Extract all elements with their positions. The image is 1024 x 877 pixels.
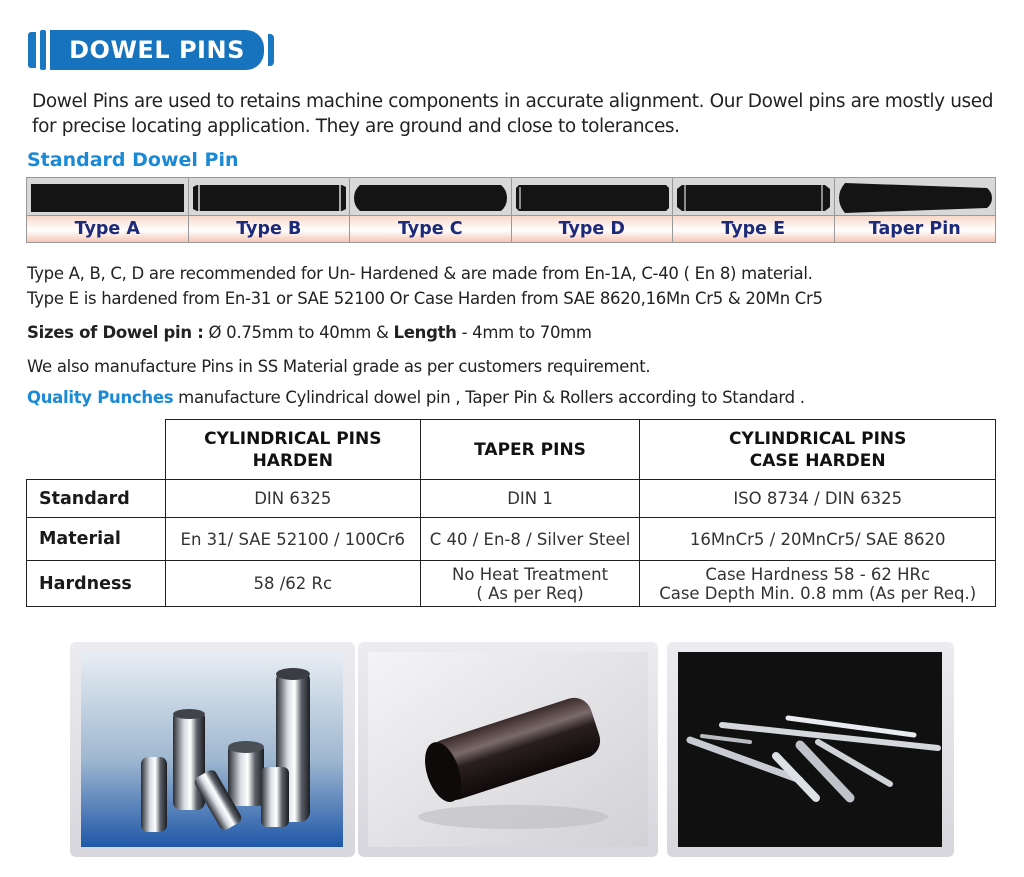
sizes-diameter: Ø 0.75mm to 40mm & xyxy=(203,323,394,342)
photo-taper-pins xyxy=(678,652,942,847)
hardening-note-1: Type A, B, C, D are recommended for Un- Hardened & are made from En-1A, C-40 ( En 8) material. xyxy=(27,264,813,283)
pin-type-label: Type A xyxy=(27,216,188,242)
table-header-row xyxy=(27,420,996,480)
pin-type-e-icon xyxy=(673,178,834,217)
photo-frame xyxy=(358,642,658,857)
photo-dowel-pin-closeup xyxy=(368,652,648,847)
pin-type-label: Type D xyxy=(512,216,673,242)
table-row xyxy=(27,480,996,518)
table-cell: 58 /62 Rc xyxy=(165,561,420,607)
pin-type-strip xyxy=(26,177,996,243)
table-row xyxy=(27,561,996,607)
pin-type-b-icon xyxy=(189,178,350,217)
spec-table xyxy=(26,419,996,607)
pin-type-e xyxy=(673,178,835,242)
table-corner xyxy=(27,420,166,480)
table-cell: ISO 8734 / DIN 6325 xyxy=(640,480,996,518)
table-cell: DIN 1 xyxy=(420,480,640,518)
length-label: Length xyxy=(393,323,457,342)
row-label-hardness: Hardness xyxy=(27,561,166,607)
company-statement xyxy=(27,388,805,407)
row-label-standard: Standard xyxy=(27,480,166,518)
banner-stripe-left xyxy=(40,30,46,70)
page-title: DOWEL PINS xyxy=(69,36,245,64)
sizes-label: Sizes of Dowel pin : xyxy=(27,323,204,342)
table-cell: En 31/ SAE 52100 / 100Cr6 xyxy=(165,518,420,561)
table-cell: 16MnCr5 / 20MnCr5/ SAE 8620 xyxy=(640,518,996,561)
row-label-material: Material xyxy=(27,518,166,561)
table-cell: Case Hardness 58 - 62 HRc Case Depth Min. 0.8 mm (As per Req.) xyxy=(640,561,996,607)
table-row xyxy=(27,518,996,561)
pin-type-a xyxy=(27,178,189,242)
sizes-line xyxy=(27,323,592,342)
ss-material-note: We also manufacture Pins in SS Material grade as per customers requirement. xyxy=(27,357,651,376)
photo-frame xyxy=(70,642,355,857)
pin-type-label: Type E xyxy=(673,216,834,242)
intro-paragraph: Dowel Pins are used to retains machine components in accurate alignment. Our Dowel pins are mostly used for precise locating application. They are ground and close to tolerances. xyxy=(32,91,994,137)
company-statement-text: manufacture Cylindrical dowel pin , Taper Pin & Rollers according to Standard . xyxy=(173,388,805,407)
pin-type-c xyxy=(350,178,512,242)
pin-type-d-icon xyxy=(512,178,673,217)
table-cell: C 40 / En-8 / Silver Steel xyxy=(420,518,640,561)
banner-cap-right xyxy=(268,34,274,66)
column-header-cylindrical-case-harden: CYLINDRICAL PINS CASE HARDEN xyxy=(640,420,996,480)
pin-type-label: Taper Pin xyxy=(835,216,996,242)
banner-cap-left xyxy=(28,32,36,68)
table-cell: No Heat Treatment ( As per Req) xyxy=(420,561,640,607)
length-value: - 4mm to 70mm xyxy=(456,323,592,342)
company-name: Quality Punches xyxy=(27,388,174,407)
title-banner xyxy=(28,30,274,70)
table-cell: DIN 6325 xyxy=(165,480,420,518)
pin-type-a-icon xyxy=(27,178,188,217)
pin-type-label: Type C xyxy=(350,216,511,242)
pin-taper xyxy=(835,178,996,242)
photo-cylindrical-pins xyxy=(81,652,343,847)
pin-type-d xyxy=(512,178,674,242)
photo-frame xyxy=(667,642,954,857)
hardening-note-2: Type E is hardened from En-31 or SAE 52100 Or Case Harden from SAE 8620,16Mn Cr5 & 20Mn Cr5 xyxy=(27,289,823,308)
standard-dowel-pin-heading: Standard Dowel Pin xyxy=(27,149,239,171)
taper-pin-icon xyxy=(835,178,996,217)
pin-type-c-icon xyxy=(350,178,511,217)
pin-type-label: Type B xyxy=(189,216,350,242)
pin-type-b xyxy=(189,178,351,242)
column-header-taper-pins: TAPER PINS xyxy=(420,420,640,480)
column-header-cylindrical-harden: CYLINDRICAL PINS HARDEN xyxy=(165,420,420,480)
